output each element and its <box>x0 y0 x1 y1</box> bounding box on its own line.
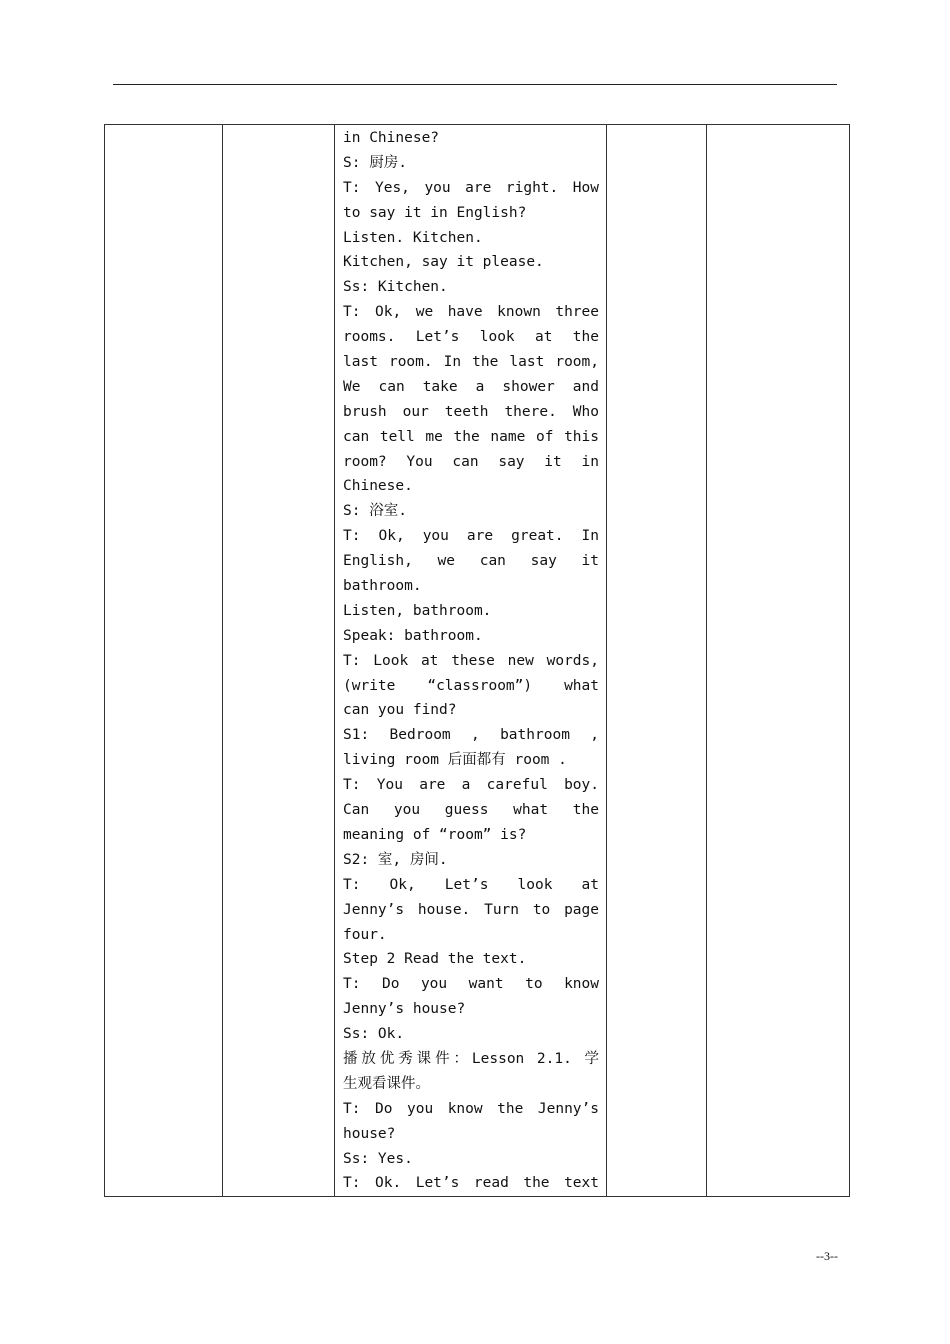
dialogue-line: Can you guess what the <box>343 802 599 819</box>
dialogue-line: to say it in English? <box>343 204 527 221</box>
dialogue-line: Listen, bathroom. <box>343 602 492 619</box>
dialogue-line: T: Look at these new words, <box>343 652 599 669</box>
dialogue-line: last room. In the last room, <box>343 354 599 371</box>
dialogue-line: Speak: bathroom. <box>343 627 483 644</box>
dialogue-line: S: 厨房. <box>343 154 407 171</box>
dialogue-line: (write “classroom”) what <box>343 677 599 694</box>
dialogue-line: in Chinese? <box>343 130 440 146</box>
table-row <box>105 125 850 1197</box>
table-cell-empty-5 <box>707 125 850 1197</box>
lesson-plan-table <box>104 124 850 1197</box>
table-cell-empty-4 <box>607 125 707 1197</box>
dialogue-line: T: Ok, we have known three <box>343 304 599 321</box>
dialogue-line: T: Do you know the Jenny’s <box>343 1100 599 1117</box>
dialogue-line: T: Ok, Let’s look at <box>343 876 599 893</box>
table-cell-empty-1 <box>105 125 223 1197</box>
header-rule <box>113 84 837 85</box>
dialogue-line: 播放优秀课件：Lesson 2.1. 学 <box>343 1050 599 1067</box>
dialogue-line: S: 浴室. <box>343 503 407 520</box>
dialogue-line: T: You are a careful boy. <box>343 777 599 794</box>
dialogue-line: T: Ok, you are great. In <box>343 528 599 545</box>
dialogue-line: S2: 室, 房间. <box>343 851 448 868</box>
page-number: --3-- <box>816 1249 838 1263</box>
dialogue-line: Jenny’s house. Turn to page <box>343 901 599 918</box>
dialogue-line: living room 后面都有 room . <box>343 752 567 769</box>
dialogue-line: T: Ok. Let’s read the text <box>343 1175 599 1192</box>
dialogue-line: can tell me the name of this <box>343 428 599 445</box>
dialogue-line: rooms. Let’s look at the <box>343 329 599 346</box>
dialogue-line: house? <box>343 1125 396 1142</box>
dialogue-line: 生观看课件。 <box>343 1075 430 1092</box>
dialogue-line: T: Do you want to know <box>343 976 599 993</box>
dialogue-line: bathroom. <box>343 578 422 595</box>
dialogue-line: English, we can say it <box>343 553 599 570</box>
dialogue-line: S1: Bedroom , bathroom , <box>343 727 599 744</box>
dialogue-line: four. <box>343 926 387 943</box>
dialogue-line: T: Yes, you are right. How <box>343 179 599 196</box>
table-cell-empty-2 <box>223 125 335 1197</box>
dialogue-line: Jenny’s house? <box>343 1001 466 1018</box>
dialogue-line: meaning of “room” is? <box>343 826 527 843</box>
dialogue-line: Ss: Yes. <box>343 1150 413 1167</box>
dialogue-line: brush our teeth there. Who <box>343 403 599 420</box>
dialogue-line: We can take a shower and <box>343 378 599 395</box>
dialogue-line: room? You can say it in <box>343 453 599 470</box>
dialogue-line: Step 2 Read the text. <box>343 951 527 968</box>
dialogue-line: Ss: Kitchen. <box>343 279 448 296</box>
dialogue-lines <box>343 126 599 1196</box>
teaching-process-cell <box>335 125 607 1197</box>
dialogue-line: Chinese. <box>343 478 413 495</box>
dialogue-line: Ss: Ok. <box>343 1026 405 1043</box>
dialogue-line: Listen. Kitchen. <box>343 229 483 246</box>
dialogue-line: Kitchen, say it please. <box>343 254 544 271</box>
dialogue-line: can you find? <box>343 702 457 719</box>
